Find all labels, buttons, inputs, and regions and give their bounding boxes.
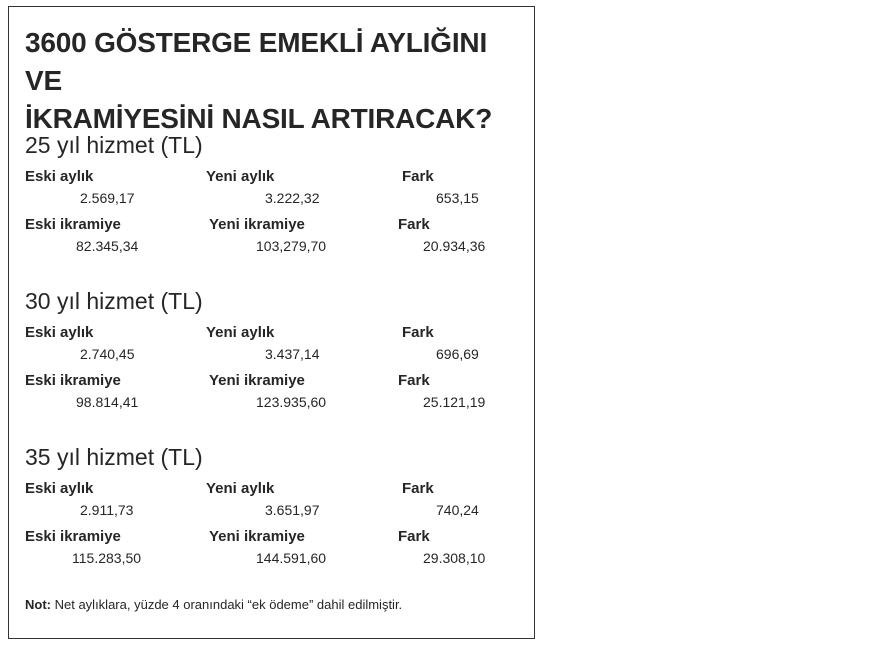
monthly-diff-value: 740,24	[436, 502, 479, 518]
new-bonus-value: 123.935,60	[256, 394, 327, 410]
monthly-diff-label: Fark	[402, 324, 434, 341]
new-bonus-value: 103,279,70	[256, 238, 327, 254]
bonus-diff-value: 25.121,19	[423, 394, 486, 410]
old-bonus-label: Eski ikramiye	[25, 216, 121, 233]
new-monthly-value: 3.222,32	[265, 190, 320, 206]
old-bonus-value: 115.283,50	[72, 550, 142, 566]
page-title	[25, 24, 525, 138]
bonus-diff-label: Fark	[398, 216, 430, 233]
old-monthly-value: 2.740,45	[80, 346, 135, 362]
new-monthly-label: Yeni aylık	[206, 324, 275, 341]
bonus-diff-value: 29.308,10	[423, 550, 486, 566]
new-monthly-value: 3.437,14	[265, 346, 320, 362]
old-monthly-value: 2.911,73	[80, 502, 134, 518]
new-monthly-value: 3.651,97	[265, 502, 320, 518]
new-monthly-label: Yeni aylık	[206, 480, 275, 497]
new-bonus-label: Yeni ikramiye	[209, 528, 305, 545]
monthly-diff-label: Fark	[402, 480, 434, 497]
new-bonus-label: Yeni ikramiye	[209, 372, 305, 389]
monthly-diff-value: 696,69	[436, 346, 479, 362]
section-heading: 30 yıl hizmet (TL)	[25, 288, 203, 314]
old-bonus-label: Eski ikramiye	[25, 372, 121, 389]
old-bonus-value: 98.814,41	[76, 394, 139, 410]
title-line-1: 3600 GÖSTERGE EMEKLİ AYLIĞINI VE	[25, 27, 488, 96]
section-35-years	[9, 442, 534, 582]
section-heading: 25 yıl hizmet (TL)	[25, 132, 203, 158]
bonus-diff-label: Fark	[398, 528, 430, 545]
section-30-years	[9, 286, 534, 426]
monthly-diff-label: Fark	[402, 168, 434, 185]
old-monthly-label: Eski aylık	[25, 480, 94, 497]
monthly-diff-value: 653,15	[436, 190, 479, 206]
old-bonus-value: 82.345,34	[76, 238, 139, 254]
footnote-text: Net aylıklara, yüzde 4 oranındaki “ek ödeme” dahil edilmiştir.	[51, 597, 403, 612]
title-line-2: İKRAMİYESİNİ NASIL ARTIRACAK?	[25, 103, 493, 134]
old-monthly-label: Eski aylık	[25, 324, 94, 341]
section-25-years	[9, 130, 534, 270]
infographic-card	[8, 6, 535, 639]
bonus-diff-value: 20.934,36	[423, 238, 486, 254]
section-heading: 35 yıl hizmet (TL)	[25, 444, 203, 470]
new-bonus-label: Yeni ikramiye	[209, 216, 305, 233]
new-monthly-label: Yeni aylık	[206, 168, 275, 185]
footnote-label: Not:	[25, 597, 51, 612]
old-monthly-value: 2.569,17	[80, 190, 135, 206]
new-bonus-value: 144.591,60	[256, 550, 327, 566]
old-bonus-label: Eski ikramiye	[25, 528, 121, 545]
bonus-diff-label: Fark	[398, 372, 430, 389]
footnote	[25, 596, 402, 614]
old-monthly-label: Eski aylık	[25, 168, 94, 185]
